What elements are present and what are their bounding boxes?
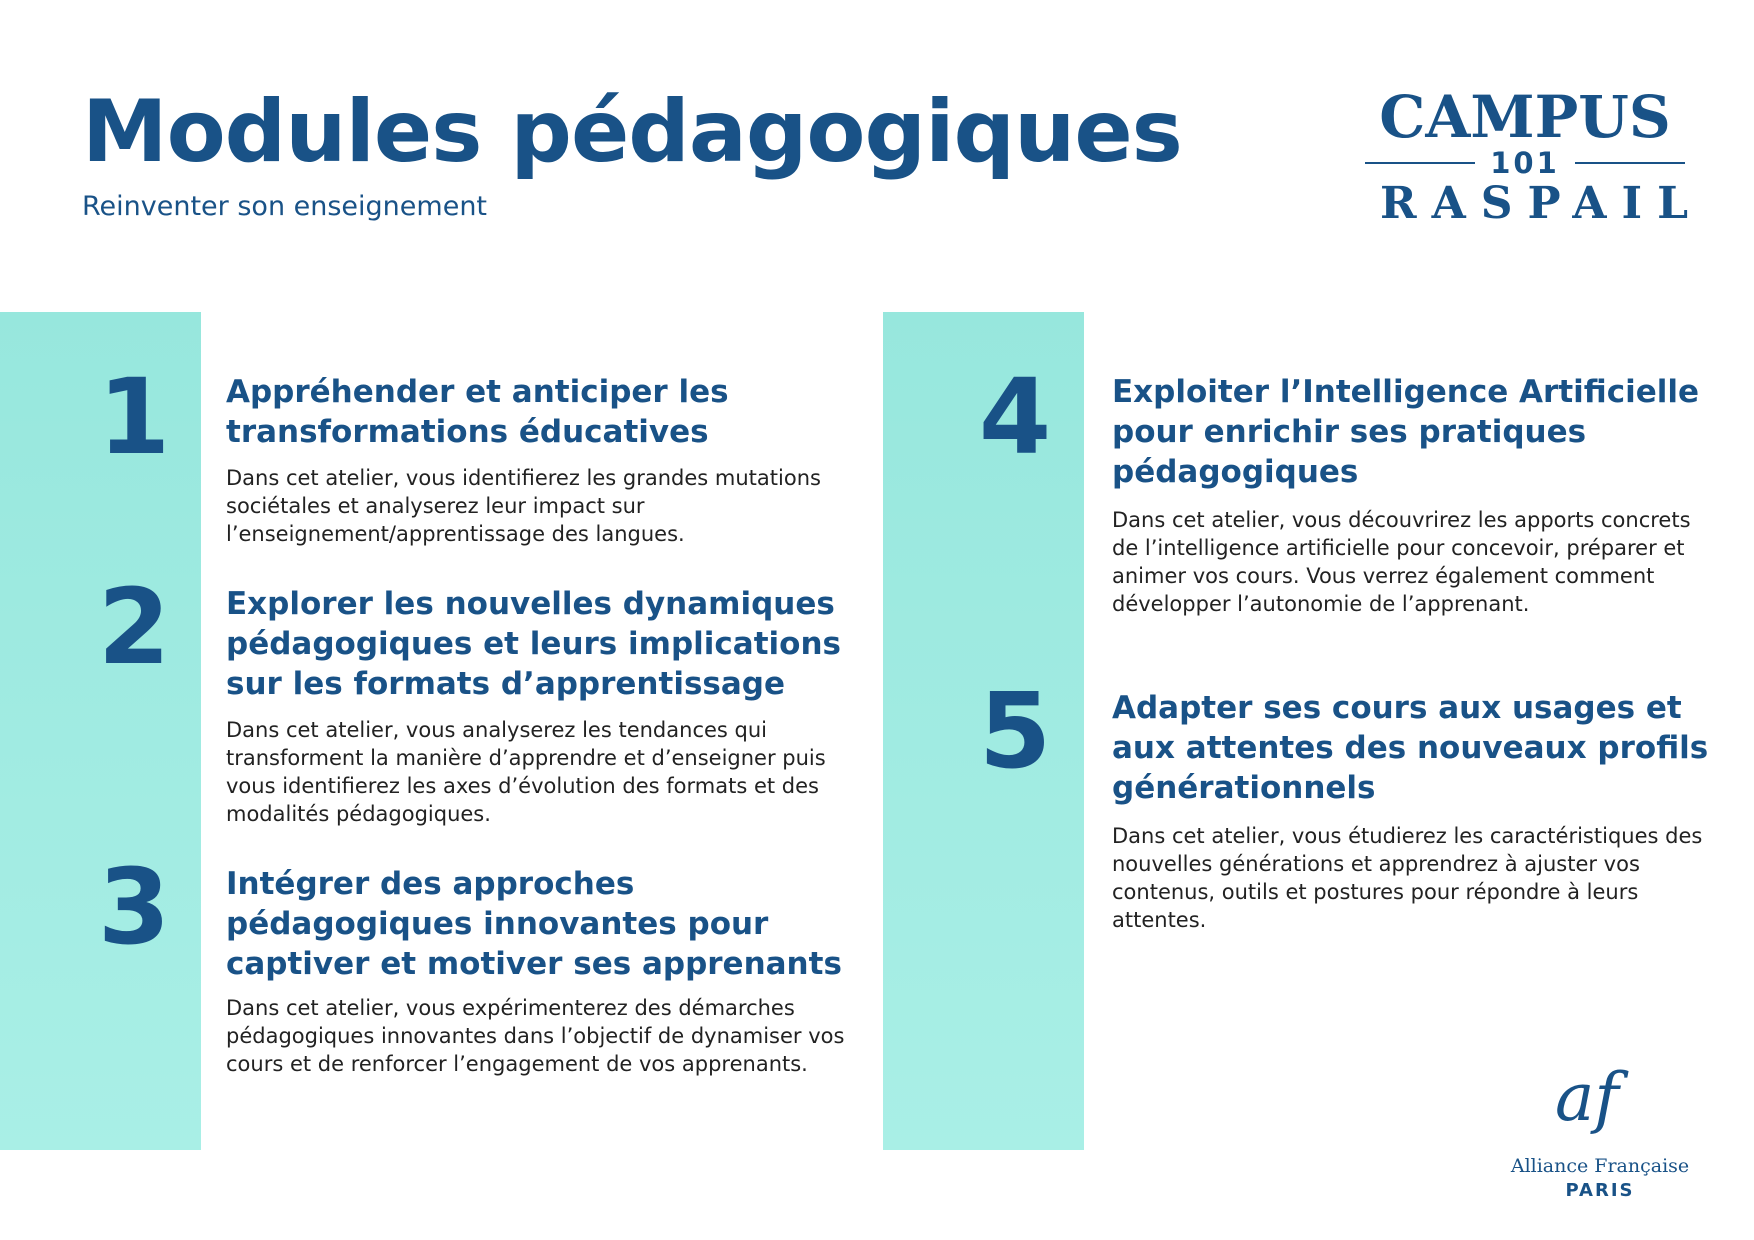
logo-rule-right	[1575, 162, 1685, 164]
module-title: Exploiter l’Intelligence Artificielle pour enrichir ses pratiques pédagogiques	[1112, 374, 1700, 490]
module-description: Dans cet atelier, vous expérimenterez des démarches pédagogiques innovantes dans l’objectif de dynamiser vos cours et de renforcer l’engagement de vos apprenants.	[226, 996, 845, 1076]
module-number: 4	[978, 356, 1052, 478]
logo-campus-text: CAMPUS	[1379, 83, 1671, 151]
page-title: Modules pédagogiques	[82, 82, 1182, 182]
module-number: 3	[97, 846, 171, 968]
module-title: Appréhender et anticiper les transformations éducatives	[226, 374, 729, 450]
module-title: Explorer les nouvelles dynamiques pédagogiques et leurs implications sur les formats d’apprentissage	[226, 586, 841, 702]
logo-number-text: 101	[1490, 146, 1560, 180]
module-description: Dans cet atelier, vous analyserez les tendances qui transforment la manière d’apprendre et d’enseigner puis vous identifierez les axes d’évolution des formats et des modalités pédagogiques.	[226, 718, 826, 826]
logo-raspail-text: RASPAIL	[1380, 178, 1704, 229]
module-number: 5	[978, 670, 1052, 792]
module-description: Dans cet atelier, vous étudierez les caractéristiques des nouvelles générations et apprendrez à ajuster vos contenus, outils et postures pour répondre à leurs attentes.	[1112, 824, 1703, 932]
af-monogram-icon	[1551, 1052, 1641, 1152]
module-title: Intégrer des approches pédagogiques innovantes pour captiver et motiver ses apprenants	[226, 866, 842, 982]
module-description: Dans cet atelier, vous identifierez les grandes mutations sociétales et analyserez leur impact sur l’enseignement/apprentissage des langues.	[226, 466, 821, 546]
module-number: 1	[97, 356, 171, 478]
module-description: Dans cet atelier, vous découvrirez les apports concrets de l’intelligence artificielle pour concevoir, préparer et animer vos cours. Vous verrez également comment développer l’autonomie de l’apprenant.	[1112, 508, 1691, 616]
module-number: 2	[97, 566, 171, 688]
svg-text:af: af	[1555, 1059, 1619, 1136]
af-city-text: PARIS	[1565, 1180, 1635, 1201]
page-subtitle: Reinventer son enseignement	[82, 191, 488, 222]
module-title: Adapter ses cours aux usages et aux attentes des nouveaux profils générationnels	[1112, 690, 1709, 806]
af-name-text: Alliance Française	[1510, 1155, 1690, 1177]
